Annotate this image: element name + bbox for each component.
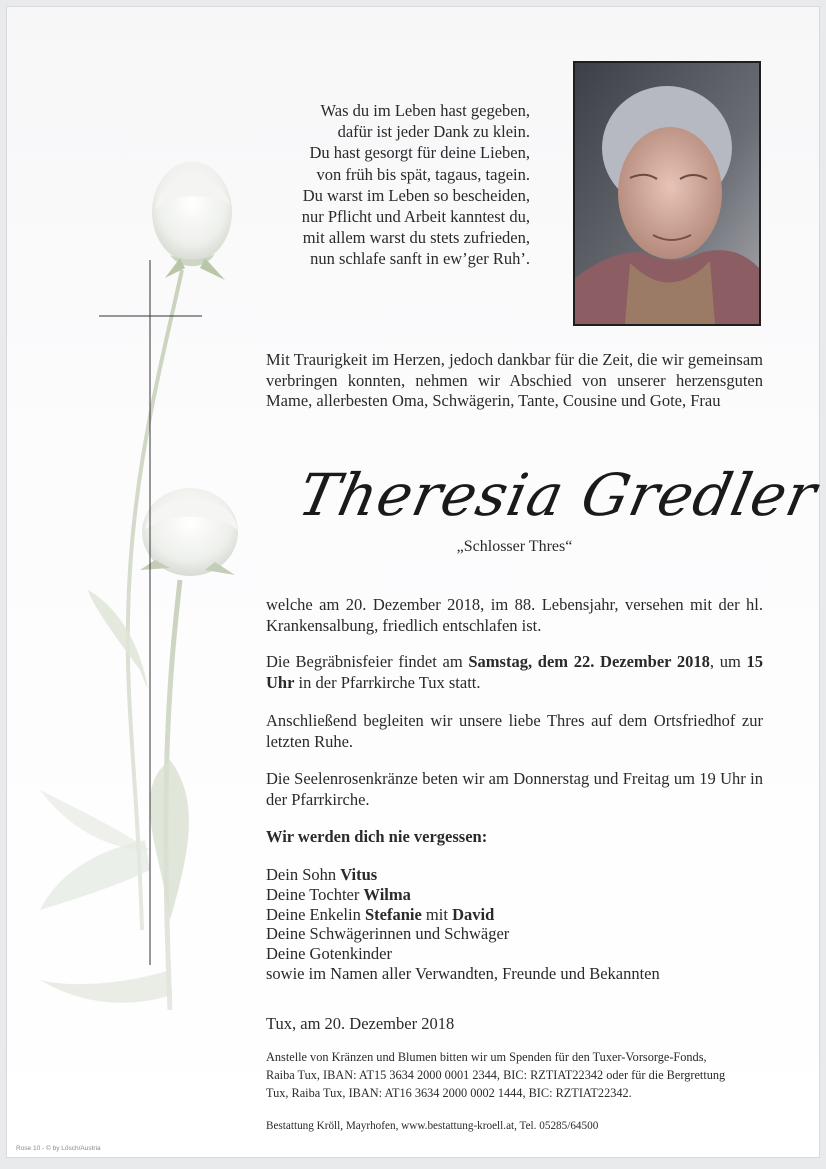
portrait-photo — [573, 61, 761, 326]
family-son: Dein Sohn Vitus — [266, 865, 378, 884]
poem-line: mit allem warst du stets zufrieden, — [302, 228, 530, 248]
funeral-date: Samstag, dem 22. Dezember 2018 — [468, 652, 710, 671]
funeral-home-footer: Bestattung Kröll, Mayrhofen, www.bestattung-kroell.at, Tel. 05285/64500 — [266, 1120, 599, 1132]
family-granddaughter: Deine Enkelin Stefanie mit David — [266, 904, 495, 924]
memorial-poem — [240, 100, 530, 270]
family-others: sowie im Namen aller Verwandten, Freunde und Bekannten — [266, 963, 660, 983]
closing-heading: Wir werden dich nie vergessen: — [266, 827, 488, 846]
poem-line: dafür ist jeder Dank zu klein. — [337, 122, 530, 142]
donation-line: Raiba Tux, IBAN: AT15 3634 2000 0001 2344, BIC: RZTIAT22342 oder für die Bergrettung — [266, 1068, 726, 1082]
family-daughter: Deine Tochter Wilma — [266, 884, 411, 904]
family-inlaws: Deine Schwägerinnen und Schwäger — [266, 924, 510, 944]
family-godchildren: Deine Gotenkinder — [266, 944, 392, 964]
poem-line: Was du im Leben hast gegeben, — [320, 101, 530, 120]
funeral-notice — [266, 652, 763, 693]
rosary-notice: Die Seelenrosenkränze beten wir am Donnerstag und Freitag um 19 Uhr in der Pfarrkirche. — [266, 769, 763, 809]
funeral-text: in der Pfarrkirche Tux statt. — [294, 672, 481, 692]
design-credit: Rose 10 - © by Lösch/Austria — [16, 1145, 101, 1152]
donation-note — [266, 1048, 763, 1102]
donation-line: Anstelle von Kränzen und Blumen bitten wir um Spenden für den Tuxer-Vorsorge-Fonds, — [266, 1050, 707, 1064]
poem-line: nur Pflicht und Arbeit kanntest du, — [301, 207, 530, 227]
deceased-nickname: „Schlosser Thres“ — [456, 538, 573, 555]
poem-line: nun schlafe sanft in ew’ger Ruh’. — [310, 249, 530, 269]
poem-line: Du warst im Leben so bescheiden, — [302, 185, 530, 205]
funeral-text: , um — [709, 652, 747, 671]
funeral-time: 15 Uhr — [266, 652, 763, 692]
white-rose-illustration — [20, 150, 260, 1050]
poem-line: Du hast gesorgt für deine Lieben, — [309, 143, 530, 163]
donation-line: Tux, Raiba Tux, IBAN: AT16 3634 2000 0002 1444, BIC: RZTIAT22342. — [266, 1086, 632, 1100]
intro-paragraph: Mit Traurigkeit im Herzen, jedoch dankbar für die Zeit, die wir gemeinsam verbringen konnten, nehmen wir Abschied von unserer herzensguten Mame, allerbesten Oma, Schwägerin, Tante, Cousine und Gote, Frau — [266, 350, 763, 410]
place-date: Tux, am 20. Dezember 2018 — [266, 1014, 455, 1033]
poem-line: von früh bis spät, tagaus, tagein. — [316, 164, 530, 184]
death-notice: welche am 20. Dezember 2018, im 88. Lebensjahr, versehen mit der hl. Krankensalbung, friedlich entschlafen ist. — [266, 595, 763, 635]
family-list — [266, 865, 763, 984]
burial-notice: Anschließend begleiten wir unsere liebe Thres auf dem Ortsfriedhof zur letzten Ruhe. — [266, 711, 763, 751]
deceased-name: Theresia Gredler — [292, 461, 824, 529]
funeral-text: Die Begräbnisfeier findet am — [266, 652, 469, 671]
